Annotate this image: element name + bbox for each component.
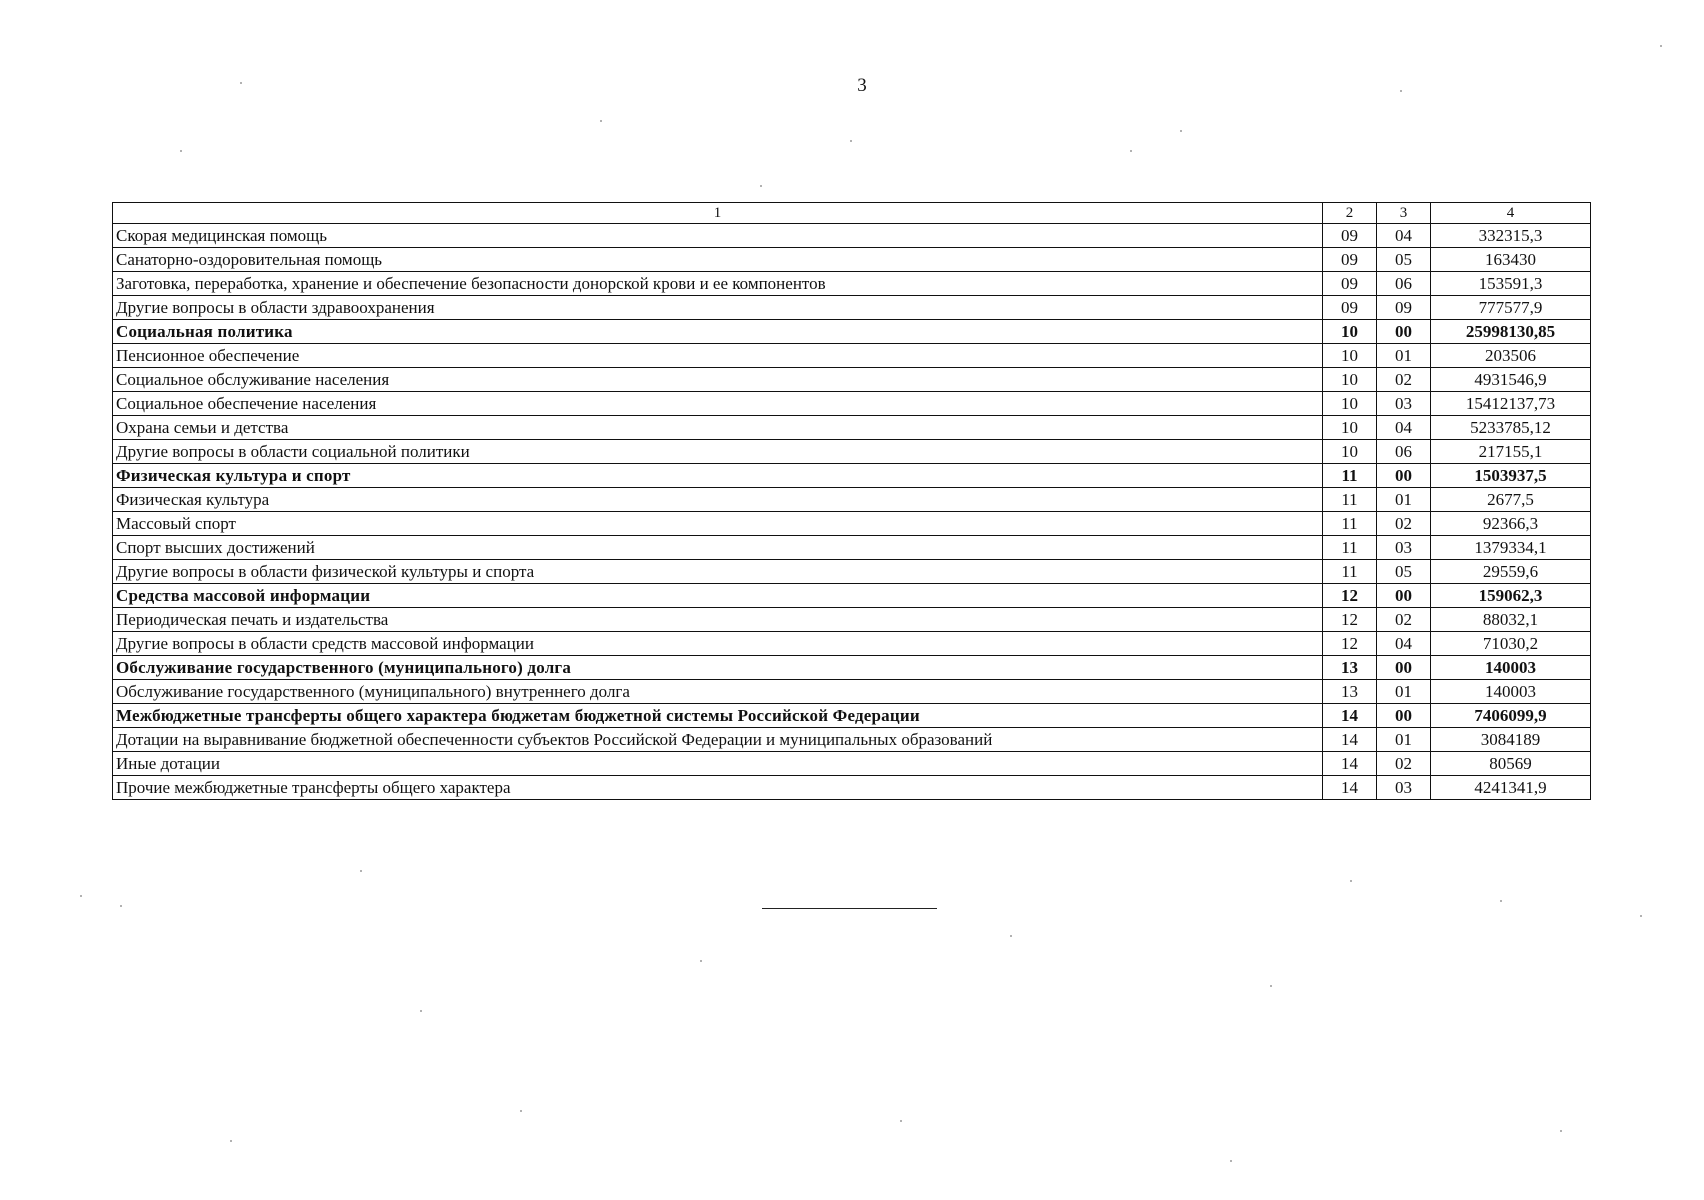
table-row — [113, 656, 1591, 680]
row-subsection-cell: 01 — [1377, 488, 1431, 512]
row-amount-cell: 217155,1 — [1431, 440, 1591, 464]
row-amount-cell: 5233785,12 — [1431, 416, 1591, 440]
table-row — [113, 416, 1591, 440]
header-cell-name: 1 — [113, 203, 1323, 224]
row-section-cell: 10 — [1323, 368, 1377, 392]
row-name-cell: Социальное обеспечение населения — [113, 392, 1323, 416]
scan-speck — [1400, 90, 1402, 92]
row-subsection-cell: 06 — [1377, 440, 1431, 464]
row-name-cell: Обслуживание государственного (муниципального) долга — [113, 656, 1323, 680]
scan-speck — [1350, 880, 1352, 882]
row-name-cell: Дотации на выравнивание бюджетной обеспеченности субъектов Российской Федерации и муниципальных образований — [113, 728, 1323, 752]
row-amount-cell: 4241341,9 — [1431, 776, 1591, 800]
row-name-cell: Периодическая печать и издательства — [113, 608, 1323, 632]
row-name-cell: Пенсионное обеспечение — [113, 344, 1323, 368]
row-name-cell: Массовый спорт — [113, 512, 1323, 536]
closing-rule — [762, 908, 937, 909]
row-subsection-cell: 04 — [1377, 416, 1431, 440]
row-section-cell: 13 — [1323, 656, 1377, 680]
row-name-cell: Другие вопросы в области физической культуры и спорта — [113, 560, 1323, 584]
table-row — [113, 560, 1591, 584]
row-name-cell: Физическая культура и спорт — [113, 464, 1323, 488]
header-cell-subsection: 3 — [1377, 203, 1431, 224]
row-subsection-cell: 03 — [1377, 392, 1431, 416]
row-subsection-cell: 01 — [1377, 680, 1431, 704]
row-amount-cell: 140003 — [1431, 680, 1591, 704]
scan-speck — [240, 82, 242, 84]
row-subsection-cell: 09 — [1377, 296, 1431, 320]
row-amount-cell: 2677,5 — [1431, 488, 1591, 512]
row-section-cell: 10 — [1323, 320, 1377, 344]
row-amount-cell: 1379334,1 — [1431, 536, 1591, 560]
row-subsection-cell: 00 — [1377, 320, 1431, 344]
row-section-cell: 10 — [1323, 392, 1377, 416]
scan-speck — [760, 185, 762, 187]
scan-speck — [360, 870, 362, 872]
row-section-cell: 11 — [1323, 464, 1377, 488]
row-section-cell: 14 — [1323, 728, 1377, 752]
table-row — [113, 248, 1591, 272]
table-row — [113, 488, 1591, 512]
row-amount-cell: 80569 — [1431, 752, 1591, 776]
scan-speck — [1660, 45, 1662, 47]
row-section-cell: 09 — [1323, 248, 1377, 272]
row-amount-cell: 332315,3 — [1431, 224, 1591, 248]
row-section-cell: 10 — [1323, 344, 1377, 368]
row-name-cell: Прочие межбюджетные трансферты общего характера — [113, 776, 1323, 800]
table-row — [113, 512, 1591, 536]
row-subsection-cell: 04 — [1377, 632, 1431, 656]
table-row — [113, 224, 1591, 248]
row-section-cell: 11 — [1323, 560, 1377, 584]
row-amount-cell: 25998130,85 — [1431, 320, 1591, 344]
table-row — [113, 272, 1591, 296]
row-name-cell: Охрана семьи и детства — [113, 416, 1323, 440]
row-name-cell: Другие вопросы в области социальной политики — [113, 440, 1323, 464]
row-name-cell: Санаторно-оздоровительная помощь — [113, 248, 1323, 272]
header-cell-amount: 4 — [1431, 203, 1591, 224]
table-header-row — [113, 203, 1591, 224]
scan-speck — [80, 895, 82, 897]
scan-speck — [180, 150, 182, 152]
scan-speck — [850, 140, 852, 142]
row-subsection-cell: 01 — [1377, 728, 1431, 752]
row-subsection-cell: 02 — [1377, 608, 1431, 632]
row-section-cell: 09 — [1323, 224, 1377, 248]
row-amount-cell: 29559,6 — [1431, 560, 1591, 584]
row-subsection-cell: 00 — [1377, 584, 1431, 608]
row-amount-cell: 71030,2 — [1431, 632, 1591, 656]
row-section-cell: 12 — [1323, 632, 1377, 656]
row-section-cell: 09 — [1323, 272, 1377, 296]
row-name-cell: Другие вопросы в области здравоохранения — [113, 296, 1323, 320]
row-amount-cell: 203506 — [1431, 344, 1591, 368]
page-number: 3 — [857, 75, 867, 96]
scan-speck — [1130, 150, 1132, 152]
scan-speck — [520, 1110, 522, 1112]
row-subsection-cell: 00 — [1377, 704, 1431, 728]
scan-speck — [1180, 130, 1182, 132]
row-section-cell: 14 — [1323, 704, 1377, 728]
table-row — [113, 608, 1591, 632]
table-row — [113, 728, 1591, 752]
row-name-cell: Заготовка, переработка, хранение и обеспечение безопасности донорской крови и ее компонентов — [113, 272, 1323, 296]
row-section-cell: 10 — [1323, 440, 1377, 464]
row-amount-cell: 4931546,9 — [1431, 368, 1591, 392]
row-name-cell: Социальная политика — [113, 320, 1323, 344]
scan-speck — [1500, 900, 1502, 902]
header-cell-section: 2 — [1323, 203, 1377, 224]
row-section-cell: 10 — [1323, 416, 1377, 440]
row-name-cell: Скорая медицинская помощь — [113, 224, 1323, 248]
row-name-cell: Обслуживание государственного (муниципального) внутреннего долга — [113, 680, 1323, 704]
table-row — [113, 752, 1591, 776]
row-amount-cell: 163430 — [1431, 248, 1591, 272]
table-row — [113, 392, 1591, 416]
row-subsection-cell: 00 — [1377, 656, 1431, 680]
row-subsection-cell: 06 — [1377, 272, 1431, 296]
row-subsection-cell: 02 — [1377, 368, 1431, 392]
table-row — [113, 704, 1591, 728]
table-row — [113, 296, 1591, 320]
row-subsection-cell: 05 — [1377, 248, 1431, 272]
table-row — [113, 632, 1591, 656]
row-section-cell: 11 — [1323, 536, 1377, 560]
table-row — [113, 344, 1591, 368]
table-row — [113, 680, 1591, 704]
table-row — [113, 368, 1591, 392]
row-section-cell: 12 — [1323, 608, 1377, 632]
row-amount-cell: 140003 — [1431, 656, 1591, 680]
row-name-cell: Межбюджетные трансферты общего характера бюджетам бюджетной системы Российской Федерации — [113, 704, 1323, 728]
row-name-cell: Другие вопросы в области средств массовой информации — [113, 632, 1323, 656]
scan-speck — [420, 1010, 422, 1012]
row-amount-cell: 88032,1 — [1431, 608, 1591, 632]
row-subsection-cell: 03 — [1377, 536, 1431, 560]
row-name-cell: Спорт высших достижений — [113, 536, 1323, 560]
table-row — [113, 776, 1591, 800]
row-section-cell: 11 — [1323, 512, 1377, 536]
row-amount-cell: 153591,3 — [1431, 272, 1591, 296]
budget-table — [112, 202, 1591, 800]
row-name-cell: Социальное обслуживание населения — [113, 368, 1323, 392]
row-subsection-cell: 02 — [1377, 752, 1431, 776]
row-section-cell: 14 — [1323, 776, 1377, 800]
row-subsection-cell: 03 — [1377, 776, 1431, 800]
scan-speck — [1560, 1130, 1562, 1132]
row-subsection-cell: 01 — [1377, 344, 1431, 368]
scan-speck — [1230, 1160, 1232, 1162]
table-row — [113, 320, 1591, 344]
row-amount-cell: 15412137,73 — [1431, 392, 1591, 416]
row-section-cell: 14 — [1323, 752, 1377, 776]
scan-speck — [1640, 915, 1642, 917]
row-subsection-cell: 02 — [1377, 512, 1431, 536]
table-row — [113, 440, 1591, 464]
row-amount-cell: 7406099,9 — [1431, 704, 1591, 728]
table-row — [113, 536, 1591, 560]
row-amount-cell: 1503937,5 — [1431, 464, 1591, 488]
table-body — [113, 203, 1591, 800]
table-row — [113, 464, 1591, 488]
row-section-cell: 12 — [1323, 584, 1377, 608]
row-section-cell: 11 — [1323, 488, 1377, 512]
table-row — [113, 584, 1591, 608]
row-subsection-cell: 04 — [1377, 224, 1431, 248]
scan-speck — [700, 960, 702, 962]
scan-speck — [120, 905, 122, 907]
scan-speck — [900, 1120, 902, 1122]
row-section-cell: 09 — [1323, 296, 1377, 320]
row-name-cell: Средства массовой информации — [113, 584, 1323, 608]
row-section-cell: 13 — [1323, 680, 1377, 704]
row-amount-cell: 3084189 — [1431, 728, 1591, 752]
row-amount-cell: 777577,9 — [1431, 296, 1591, 320]
scan-speck — [230, 1140, 232, 1142]
row-subsection-cell: 00 — [1377, 464, 1431, 488]
row-amount-cell: 92366,3 — [1431, 512, 1591, 536]
row-subsection-cell: 05 — [1377, 560, 1431, 584]
scan-speck — [600, 120, 602, 122]
scan-speck — [1010, 935, 1012, 937]
row-name-cell: Иные дотации — [113, 752, 1323, 776]
row-amount-cell: 159062,3 — [1431, 584, 1591, 608]
scan-speck — [1270, 985, 1272, 987]
row-name-cell: Физическая культура — [113, 488, 1323, 512]
